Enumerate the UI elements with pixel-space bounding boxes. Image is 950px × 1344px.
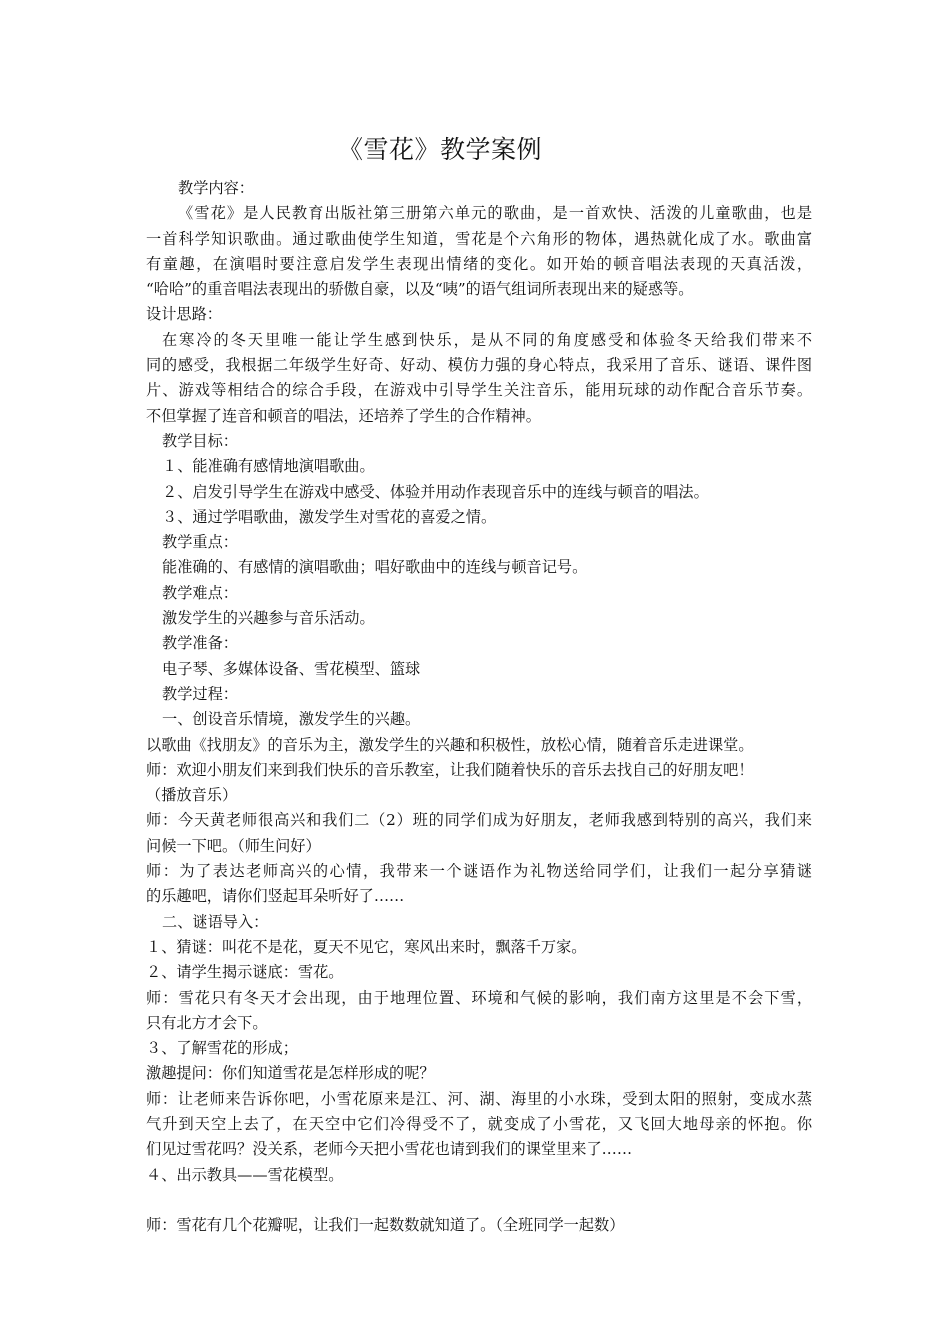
- paragraph-line: 电子琴、多媒体设备、雪花模型、篮球: [162, 659, 421, 678]
- heading-preparation: 教学准备：: [162, 634, 238, 653]
- section-heading: 一、创设音乐情境，激发学生的兴趣。: [162, 710, 421, 729]
- heading-goals: 教学目标：: [162, 431, 238, 450]
- list-item: １、猜谜：叫花不是花，夏天不见它，寒风出来时，飘落千万家。: [146, 937, 587, 956]
- paragraph-line: （播放音乐）: [146, 786, 238, 805]
- paragraph-line: 师：今天黄老师很高兴和我们二（2）班的同学们成为好朋友，老师我感到特别的高兴，我们来: [146, 811, 812, 830]
- heading-process: 教学过程：: [162, 684, 238, 703]
- heading-difficulties: 教学难点：: [162, 583, 238, 602]
- paragraph-line: 一首科学知识歌曲。通过歌曲使学生知道，雪花是个六角形的物体，遇热就化成了水。歌曲富: [146, 229, 812, 248]
- paragraph-line: 问候一下吧。（师生问好）: [146, 836, 321, 855]
- document-body: [146, 176, 812, 1238]
- heading-key-points: 教学重点：: [162, 533, 238, 552]
- blank-line: [146, 1188, 812, 1213]
- section-heading: 二、谜语导入：: [162, 912, 269, 931]
- list-item: ３、了解雪花的形成；: [146, 1039, 298, 1058]
- paragraph-line: 有童趣，在演唱时要注意启发学生表现出情绪的变化。如开始的顿音唱法表现的天真活泼，: [146, 254, 812, 273]
- heading-content: 教学内容：: [178, 179, 254, 197]
- paragraph-line: 师：让老师来告诉你吧，小雪花原来是江、河、湖、海里的小水珠，受到太阳的照射，变成水蒸: [146, 1089, 812, 1108]
- paragraph-line: 能准确的、有感情的演唱歌曲；唱好歌曲中的连线与顿音记号。: [162, 558, 588, 577]
- list-item: ２、请学生揭示谜底：雪花。: [146, 963, 344, 982]
- paragraph-line: 只有北方才会下。: [146, 1013, 268, 1032]
- paragraph-line: 的乐趣吧，请你们竖起耳朵听好了……: [146, 887, 405, 906]
- paragraph-line: 气升到天空上去了，在天空中它们冷得受不了，就变成了小雪花，又飞回大地母亲的怀抱。你: [146, 1114, 812, 1133]
- list-item: ３、通过学唱歌曲，激发学生对雪花的喜爱之情。: [162, 507, 497, 526]
- paragraph-line: 同的感受，我根据二年级学生好奇、好动、模仿力强的身心特点，我采用了音乐、谜语、课件图: [146, 356, 812, 375]
- heading-design: 设计思路：: [146, 305, 222, 324]
- paragraph-line: 不但掌握了连音和顿音的唱法，还培养了学生的合作精神。: [146, 406, 541, 425]
- paragraph-line: 激发学生的兴趣参与音乐活动。: [162, 609, 375, 628]
- paragraph-line: 师：为了表达老师高兴的心情，我带来一个谜语作为礼物送给同学们，让我们一起分享猜谜: [146, 862, 812, 881]
- list-item: ２、启发引导学生在游戏中感受、体验并用动作表现音乐中的连线与顿音的唱法。: [162, 482, 709, 501]
- paragraph-line: 师：雪花有几个花瓣呢，让我们一起数数就知道了。（全班同学一起数）: [146, 1216, 625, 1235]
- paragraph-line: 在寒冷的冬天里唯一能让学生感到快乐，是从不同的角度感受和体验冬天给我们带来不: [162, 330, 812, 349]
- paragraph-line: 《雪花》是人民教育出版社第三册第六单元的歌曲，是一首欢快、活泼的儿童歌曲，也是: [178, 204, 812, 223]
- paragraph-line: 们见过雪花吗？没关系，老师今天把小雪花也请到我们的课堂里来了……: [146, 1140, 632, 1159]
- paragraph-line: “哈哈”的重音唱法表现出的骄傲自豪，以及“咦”的语气组词所表现出来的疑惑等。: [146, 280, 694, 299]
- document-title: 《雪花》教学案例: [337, 135, 542, 164]
- paragraph-line: 激趣提问：你们知道雪花是怎样形成的呢？: [146, 1064, 435, 1083]
- paragraph-line: 师：欢迎小朋友们来到我们快乐的音乐教室，让我们随着快乐的音乐去找自己的好朋友吧！: [146, 760, 754, 779]
- list-item: ４、出示教具——雪花模型。: [146, 1165, 344, 1184]
- paragraph-line: 以歌曲《找朋友》的音乐为主，激发学生的兴趣和积极性，放松心情，随着音乐走进课堂。: [146, 735, 754, 754]
- list-item: １、能准确有感情地演唱歌曲。: [162, 457, 375, 476]
- paragraph-line: 师：雪花只有冬天才会出现，由于地理位置、环境和气候的影响，我们南方这里是不会下雪，: [146, 988, 812, 1007]
- paragraph-line: 片、游戏等相结合的综合手段，在游戏中引导学生关注音乐，能用玩球的动作配合音乐节奏。: [146, 381, 812, 400]
